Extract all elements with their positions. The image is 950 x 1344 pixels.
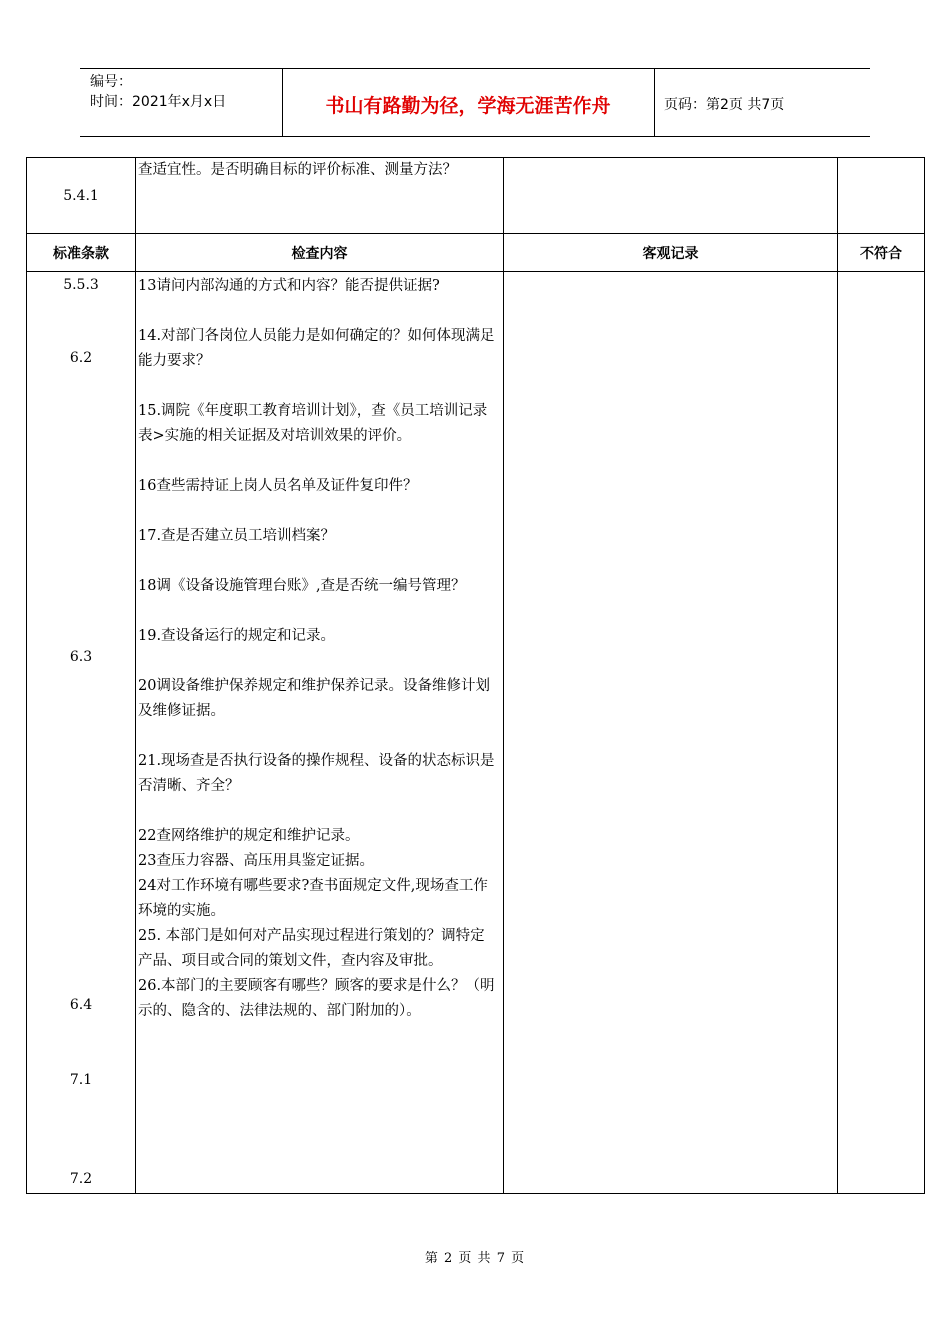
first-row-content-text: 查适宜性。是否明确目标的评价标准、测量方法？: [138, 162, 457, 178]
header-motto: 书山有路勤为径，学海无涯苦作舟: [325, 95, 611, 117]
clause-label: 5.5.3: [63, 277, 99, 293]
page-header: [80, 68, 870, 137]
header-meta-cell: [80, 69, 283, 136]
table-row: [27, 272, 925, 1194]
first-row-nonconformity-cell[interactable]: [838, 158, 925, 234]
column-header-content: 检查内容: [136, 234, 504, 272]
first-row-record-cell[interactable]: [504, 158, 838, 234]
check-item: 25. 本部门是如何对产品实现过程进行策划的？调特定产品、项目或合同的策划文件，查内容及审批。: [138, 928, 485, 969]
clause-label: 7.1: [69, 1072, 93, 1088]
clause-label: 6.3: [69, 649, 93, 665]
check-item: 14.对部门各岗位人员能力是如何确定的？如何体现满足能力要求？: [138, 328, 495, 369]
check-item: 24对工作环境有哪些要求?查书面规定文件,现场查工作环境的实施。: [138, 878, 488, 919]
clause-cell: [27, 272, 136, 1194]
header-motto-cell: [282, 69, 655, 136]
nonconformity-cell[interactable]: [838, 272, 925, 1194]
header-page-label: 页码：第2页 共7页: [664, 97, 785, 113]
page-footer: 第 2 页 共 7 页: [424, 1251, 526, 1266]
check-item: 22查网络维护的规定和维护记录。: [138, 828, 360, 844]
table-row: [27, 158, 925, 234]
table-header-row: [27, 234, 925, 272]
check-item: 16查些需持证上岗人员名单及证件复印件？: [138, 478, 418, 494]
objective-record-cell[interactable]: [504, 272, 838, 1194]
check-item: 26.本部门的主要顾客有哪些？顾客的要求是什么？（明示的、隐含的、法律法规的、部门附加的）。: [138, 978, 495, 1019]
number-label: 编号：: [90, 74, 132, 90]
check-item: 17.查是否建立员工培训档案？: [138, 528, 336, 544]
check-item: 21.现场查是否执行设备的操作规程、设备的状态标识是否清晰、齐全？: [138, 753, 495, 794]
check-item: 23查压力容器、高压用具鉴定证据。: [138, 853, 374, 869]
check-item: 13请问内部沟通的方式和内容？能否提供证据?: [138, 278, 440, 294]
clause-label: 6.4: [69, 997, 93, 1013]
time-label: 时间：2021年x月x日: [90, 94, 227, 110]
column-header-clause: 标准条款: [27, 234, 136, 272]
checklist-table: [26, 157, 925, 1194]
column-header-nonconformity: 不符合: [838, 234, 925, 272]
check-item: 19.查设备运行的规定和记录。: [138, 628, 336, 644]
check-item: 18调《设备设施管理台账》,查是否统一编号管理？: [138, 578, 466, 594]
column-header-record: 客观记录: [504, 234, 838, 272]
inspection-content-cell: [136, 272, 504, 1194]
check-item: 20调设备维护保养规定和维护保养记录。设备维修计划及维修证据。: [138, 678, 490, 719]
first-row-content: [136, 158, 504, 234]
header-page-cell: [654, 69, 870, 136]
first-row-clause: 5.4.1: [27, 158, 136, 234]
clause-label: 6.2: [69, 350, 93, 366]
clause-label: 7.2: [69, 1171, 93, 1187]
check-item: 15.调院《年度职工教育培训计划》，查《员工培训记录表>实施的相关证据及对培训效果的评价。: [138, 403, 488, 444]
